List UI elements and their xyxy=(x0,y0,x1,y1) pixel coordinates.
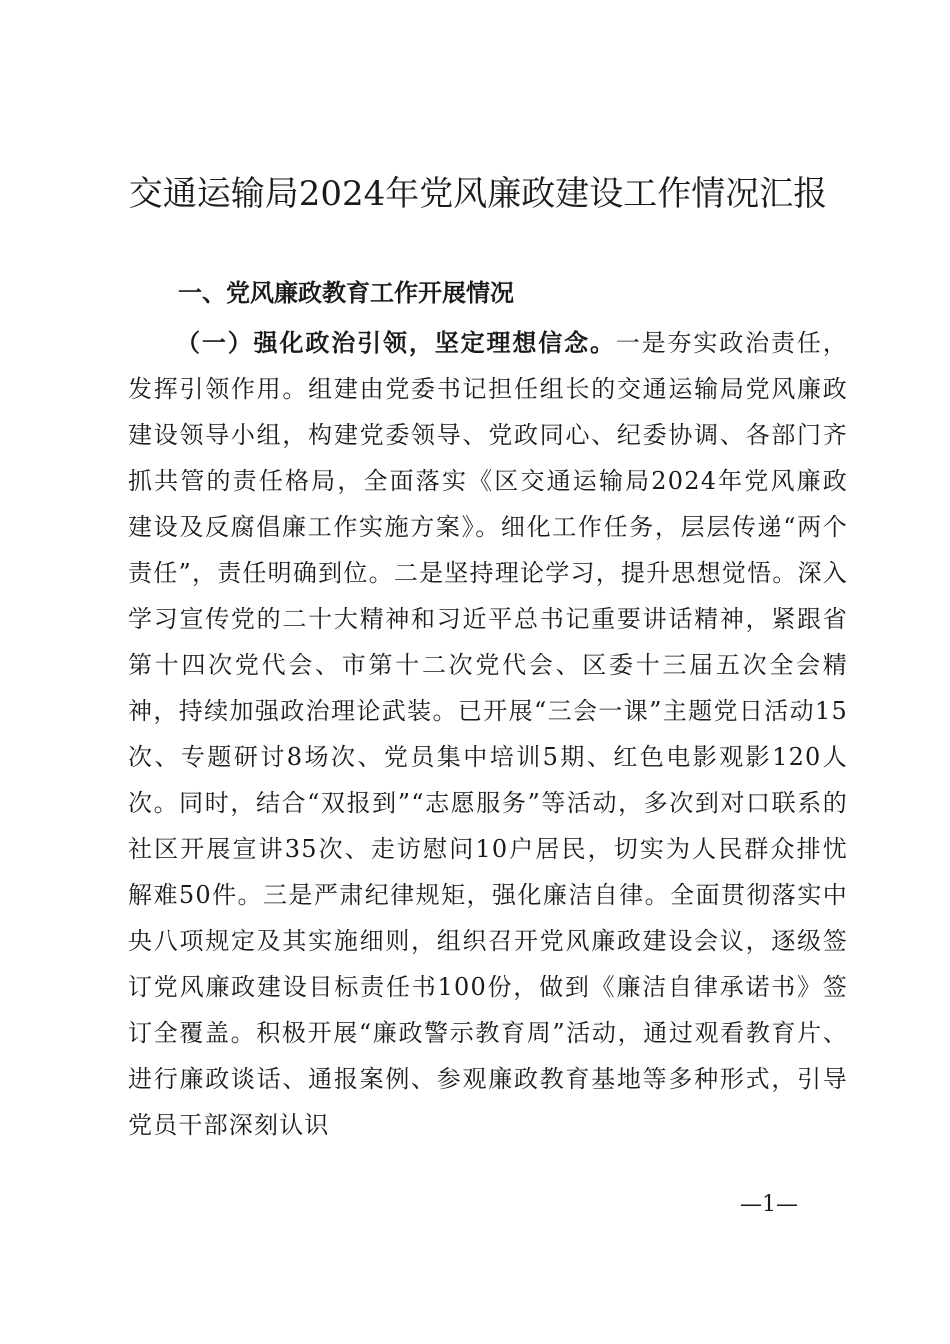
section-heading: 一、党风廉政教育工作开展情况 xyxy=(178,279,514,307)
document-title: 交通运输局2024年党风廉政建设工作情况汇报 xyxy=(128,174,828,214)
paragraph-text: 一是夯实政治责任，发挥引领作用。组建由党委书记担任组长的交通运输局党风廉政建设领导小组，构建党委领导、党政同心、纪委协调、各部门齐抓共管的责任格局，全面落实《区交通运输局2024年党风廉政建设及反腐倡廉工作实施方案》。细化工作任务，层层传递“两个责任”，责任明确到位。二是坚持理论学习，提升思想觉悟。深入学习宣传党的二十大精神和习近平总书记重要讲话精神，紧跟省第十四次党代会、市第十二次党代会、区委十三届五次全会精神，持续加强政治理论武装。已开展“三会一课”主题党日活动15次、专题研讨8场次、党员集中培训5期、红色电影观影120人次。同时，结合“双报到”“志愿服务”等活动，多次到对口联系的社区开展宣讲35次、走访慰问10户居民，切实为人民群众排忧解难50件。三是严肃纪律规矩，强化廉洁自律。全面贯彻落实中央八项规定及其实施细则，组织召开党风廉政建设会议，逐级签订党风廉政建设目标责任书100份，做到《廉洁自律承诺书》签订全覆盖。积极开展“廉政警示教育周”活动，通过观看教育片、进行廉政谈话、通报案例、参观廉政教育基地等多种形式，引导党员干部深刻认识 xyxy=(128,329,848,1139)
subsection-heading: （一）强化政治引领，坚定理想信念。 xyxy=(176,328,616,357)
body-paragraph xyxy=(128,320,848,1148)
page-number: —1— xyxy=(740,1192,798,1217)
